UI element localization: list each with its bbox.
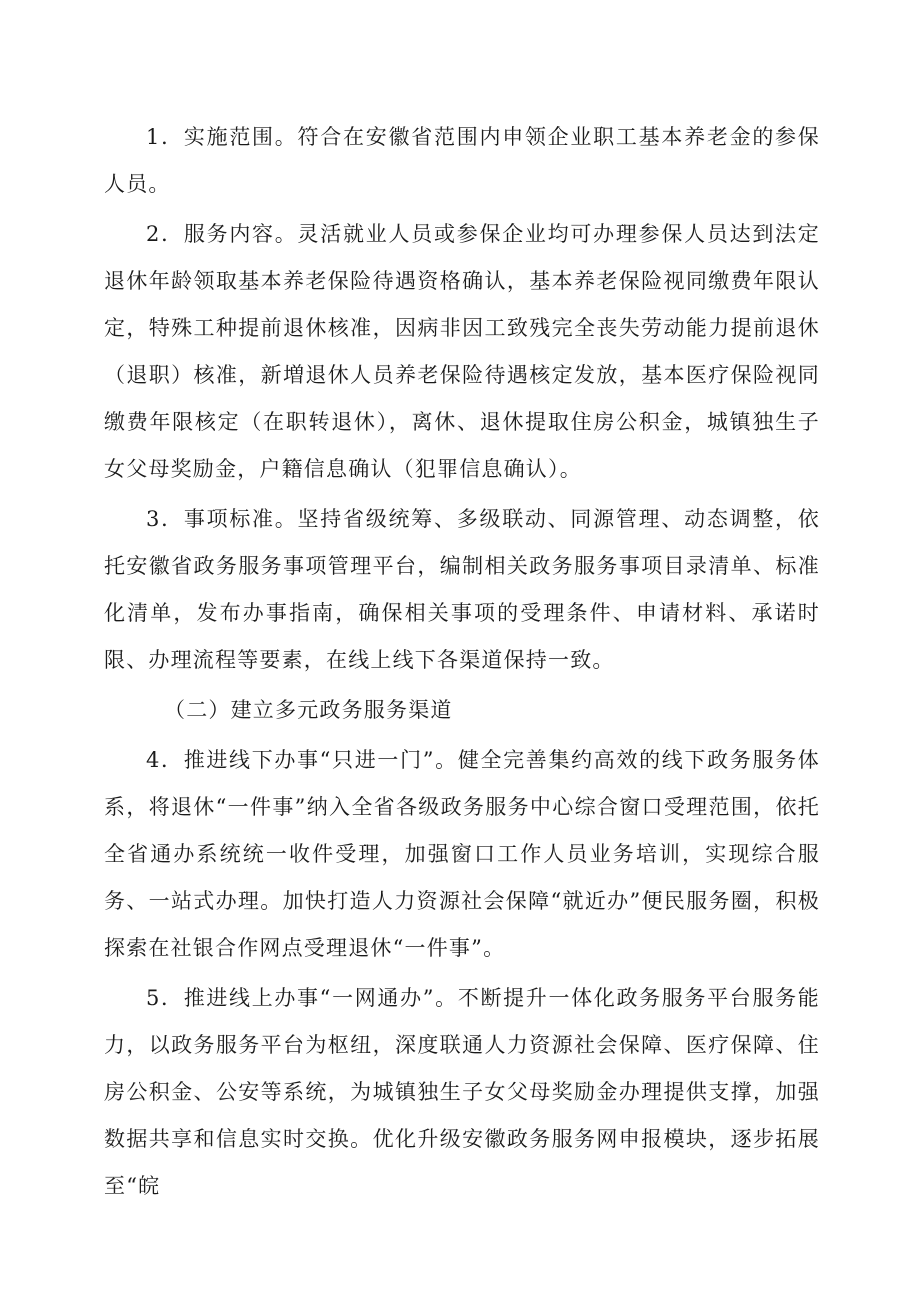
paragraph-item-standard: 3．事项标准。坚持省级统筹、多级联动、同源管理、动态调整，依托安徽省政务服务事项管理平台，编制相关政务服务事项目录清单、标准化清单，发布办事指南，确保相关事项的受理条件、申请材料、承诺时限、办理流程等要素，在线上线下各渠道保持一致。 bbox=[104, 507, 820, 672]
document-page bbox=[104, 114, 820, 1213]
section-heading: （二）建立多元政务服务渠道 bbox=[164, 698, 453, 722]
paragraph-scope: 1．实施范围。符合在安徽省范围内申领企业职工基本养老金的参保人员。 bbox=[104, 125, 820, 196]
paragraph-service-content: 2．服务内容。灵活就业人员或参保企业均可办理参保人员达到法定退休年龄领取基本养老保险待遇资格确认，基本养老保险视同缴费年限认定，特殊工种提前退休核准，因病非因工致残完全丧失劳动能力提前退休（退职）核准，新増退休人员养老保险待遇核定发放，基本医疗保险视同缴费年限核定（在职转退休），离休、退休提取住房公积金，城镇独生子女父母奖励金，户籍信息确认（犯罪信息确认）。 bbox=[104, 222, 820, 481]
paragraph-online-service: 5．推进线上办事“一网通办”。不断提升一体化政务服务平台服务能力，以政务服务平台为枢纽，深度联通人力资源社会保障、医疗保障、住房公积金、公安等系统，为城镇独生子女父母奖励金办理提供支撑，加强数据共享和信息实时交换。优化升级安徽政务服务网申报模块，逐步拓展至“皖 bbox=[104, 986, 820, 1198]
paragraph-offline-service: 4．推进线下办事“只进一门”。健全完善集约高效的线下政务服务体系，将退休“一件事”纳入全省各级政务服务中心综合窗口受理范围，依托全省通办系统统一收件受理，加强窗口工作人员业务培训，实现综合服务、一站式办理。加快打造人力资源社会保障“就近办”便民服务圈，积极探索在社银合作网点受理退休“一件事”。 bbox=[104, 748, 820, 960]
